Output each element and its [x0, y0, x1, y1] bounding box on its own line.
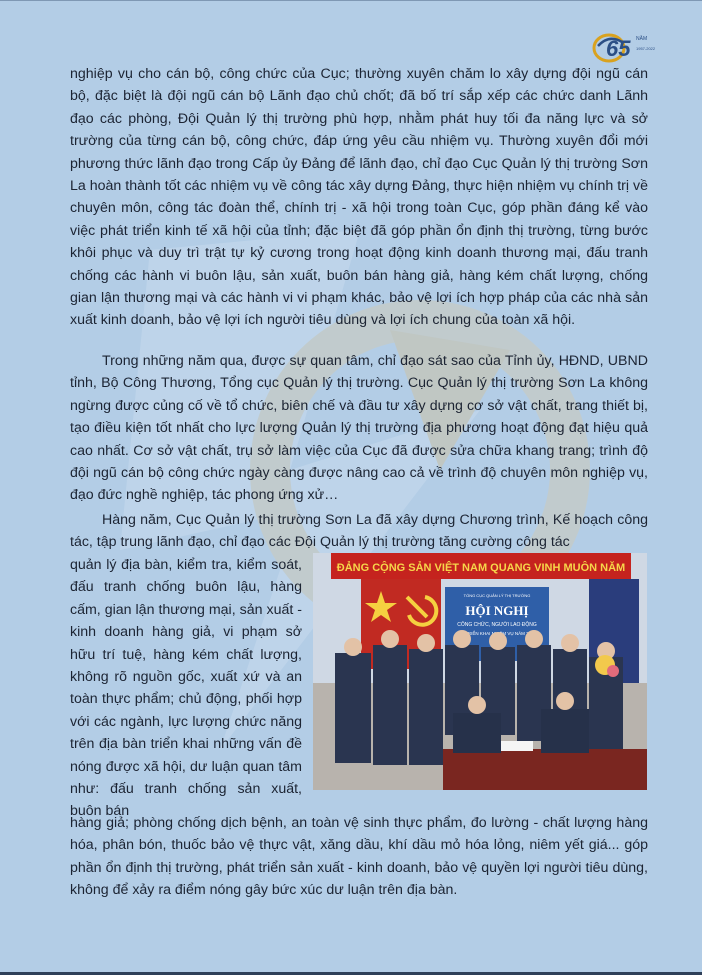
paragraph-3-conclusion: hàng giả; phòng chống dịch bệnh, an toàn vệ sinh thực phẩm, đo lường - chất lượng hàng hóa, phân bón, thuốc bảo vệ thực vật, xăng dầu, khí dầu mỏ hóa lỏng, niêm yết giá... góp phần ổn định thị trường, phát triển sản xuất - kinh doanh, bảo vệ quyền lợi người tiêu dùng, không để xảy ra điểm nóng gây bức xúc dư luận trên địa bàn. [70, 815, 648, 899]
anniversary-logo-icon [592, 26, 662, 66]
logo-caption-bottom: 1957-2022 [636, 46, 656, 51]
photo-screen-header: TỔNG CỤC QUẢN LÝ THỊ TRƯỜNG [463, 593, 531, 598]
paragraph-3-intro: Hàng năm, Cục Quản lý thị trường Sơn La đã xây dựng Chương trình, Kế hoạch công tác, tập trung lãnh đạo, chỉ đạo các Đội Quản lý thị trường tăng cường công tác [70, 512, 648, 551]
page-top-edge [0, 0, 702, 1]
photo-screen-line-2: TRIỂN KHAI VỤ NĂM [465, 631, 525, 636]
conference-photo [313, 553, 647, 790]
paragraph-1: nghiệp vụ cho cán bộ, công chức của Cục; thường xuyên chăm lo xây dựng đội ngũ cán bộ, đặc biệt là đội ngũ cán bộ Lãnh đạo chủ chốt; đã bố trí sắp xếp các chức danh Lãnh đạo các phòng, Đội Quản lý thị trường phù hợp, nhằm phát huy tối đa năng lực và sở trường của từng cán bộ, công chức, đáp ứng yêu cầu nhiệm vụ. Thường xuyên đổi mới phương thức lãnh đạo trong Cấp ủy Đảng để lãnh đạo, chỉ đạo Cục Quản lý thị trường Sơn La hoàn thành tốt các nhiệm vụ về công tác xây dựng Đảng, thực hiện nhiệm vụ chính trị về chuyên môn, công tác đoàn thể, chính trị - xã hội trong toàn Cục, góp phần đáng kể vào việc phát triển kinh tế xã hội của tỉnh; đặc biệt đã góp phần ổn định thị trường, từng bước khôi phục và duy trì trật tự kỷ cương trong hoạt động kinh doanh thương mại, đấu tranh chống các hành vi buôn lậu, sản xuất, buôn bán hàng giả, hàng kém chất lượng, chống gian lận thương mại và các hành vi vi phạm khác, bảo vệ lợi ích hợp pháp của các nhà sản xuất kinh doanh, bảo vệ lợi ích người tiêu dùng và lợi ích chung của toàn xã hội. [70, 66, 648, 329]
conference-photo-illustration [313, 553, 647, 790]
paragraph-3-side-text: quản lý địa bàn, kiểm tra, kiểm soát, đấu tranh chống buôn lậu, hàng cấm, gian lận thương mại, sản xuất - kinh doanh hàng giả, vi phạm sở hữu trí tuệ, hàng kém chất lượng, không rõ nguồn gốc, xuất xứ và an toàn thực phẩm; chủ động, phối hợp với các ngành, lực lượng chức năng trên địa bàn triển khai những vấn đề nóng được xã hội, dư luận quan tâm như: đấu tranh chống sản xuất, buôn bán [70, 557, 302, 820]
photo-screen-line-1: CÔNG CHỨC, NGƯỜI LAO ĐỘNG [457, 622, 537, 628]
paragraph-2: Trong những năm qua, được sự quan tâm, chỉ đạo sát sao của Tỉnh ủy, HĐND, UBND tỉnh, Bộ Công Thương, Tổng cục Quản lý thị trường. Cục Quản lý thị trường Sơn La không ngừng được củng cố về tổ chức, biên chế và đầu tư xây dựng cơ sở vật chất, trang thiết bị, tạo điều kiện tốt nhất cho lực lượng Quản lý thị trường địa phương hoạt động đạt hiệu quả cao nhất. Cơ sở vật chất, trụ sở làm việc của Cục đã được sửa chữa khang trang; trình độ đội ngũ cán bộ công chức ngày càng được nâng cao cả về trình độ chuyên môn nghiệp vụ, đạo đức nghề nghiệp, tác phong ứng xử… [70, 353, 648, 504]
photo-screen-title: HỘI NGHỊ [465, 603, 529, 618]
logo-caption-top: NĂM [636, 36, 648, 42]
photo-banner-text: ĐẢNG CỘNG SẢN VIỆT NAM QUANG VINH MUÔN NĂM [336, 562, 626, 574]
logo-number: 65 [606, 36, 631, 61]
signing-table [443, 749, 647, 790]
